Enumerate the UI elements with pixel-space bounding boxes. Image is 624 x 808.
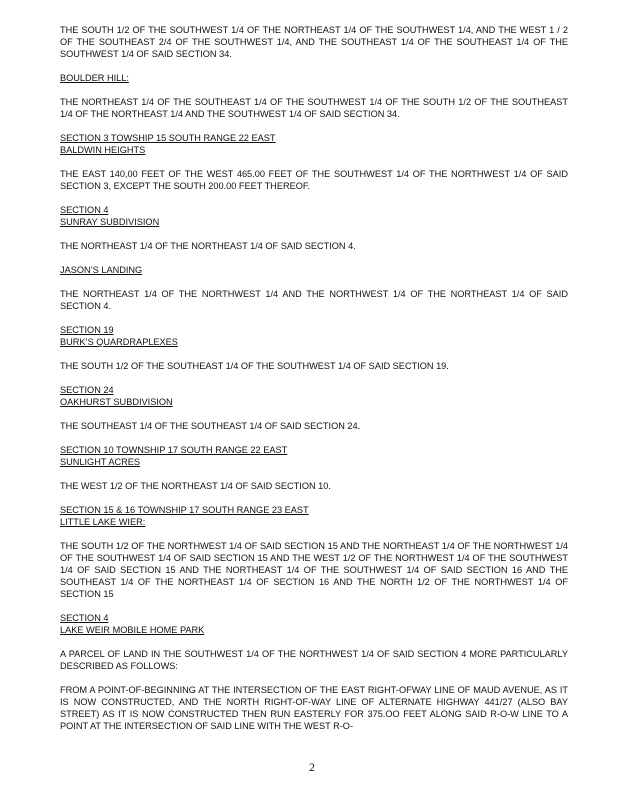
heading-little-lake-wier: LITTLE LAKE WIER: xyxy=(60,517,146,527)
paragraph-lake-weir-parcel: A PARCEL OF LAND IN THE SOUTHWEST 1/4 OF THE NORTHWEST 1/4 OF SAID SECTION 4 MORE PARTICULARLY DESCRIBED AS FOLLOWS: xyxy=(60,649,568,671)
document-body xyxy=(60,24,568,744)
heading-section-24-title: SECTION 24 xyxy=(60,385,114,395)
heading-section-3 xyxy=(60,132,568,156)
paragraph-sunlight-acres: THE WEST 1/2 OF THE NORTHEAST 1/4 OF SAID SECTION 10. xyxy=(60,481,331,491)
paragraph-baldwin-heights: THE EAST 140,00 FEET OF THE WEST 465.00 FEET OF THE SOUTHWEST 1/4 OF THE NORTHWEST 1/4 OF SAID SECTION 3, EXCEPT THE SOUTH 200.00 FEET THEREOF. xyxy=(60,169,568,191)
paragraph-oakhurst: THE SOUTHEAST 1/4 OF THE SOUTHEAST 1/4 OF SAID SECTION 24. xyxy=(60,421,361,431)
paragraph-point-of-beginning: FROM A POINT-OF-BEGINNING AT THE INTERSECTION OF THE EAST RIGHT-OFWAY LINE OF MAUD AVENUE, AS IT IS NOW CONSTRUCTED, AND THE NORTH RIGHT-OF-WAY LINE OF ALTERNATE HIGHWAY 441/27 (ALSO BAY STREET) AS IT IS NOW CONSTRUCTED THEN RUN EASTERLY FOR 375.OO FEET ALONG SAID R-O-W LINE TO A POINT AT THE INTERSECTION OF SAID LINE WITH THE WEST R-O- xyxy=(60,685,568,731)
heading-section-15-16 xyxy=(60,504,568,528)
paragraph-jasons-landing: THE NORTHEAST 1/4 OF THE NORTHWEST 1/4 AND THE NORTHWEST 1/4 OF THE NORTHEAST 1/4 OF SAID SECTION 4. xyxy=(60,289,568,311)
heading-baldwin-heights: BALDWIN HEIGHTS xyxy=(60,145,146,155)
paragraph-sunray: THE NORTHEAST 1/4 OF THE NORTHEAST 1/4 OF SAID SECTION 4. xyxy=(60,241,356,251)
heading-oakhurst: OAKHURST SUBDIVISION xyxy=(60,397,173,407)
heading-boulder-hill-title: BOULDER HILL: xyxy=(60,73,129,83)
paragraph-little-lake-wier: THE SOUTH 1/2 OF THE NORTHWEST 1/4 OF SAID SECTION 15 AND THE NORTHEAST 1/4 OF THE NORTHWEST 1/4 OF THE SOUTHWEST 1/4 OF SAID SECTION 15 AND THE WEST 1/2 OF THE NORTHWEST 1/4 OF THE SOUTHWEST 1/4 OF SAID SECTION 15 AND THE NORTHEAST 1/4 OF THE SOUTHWEST 1/4 OF SAID SECTION 16 AND THE SOUTHEAST 1/4 OF THE NORTHEAST 1/4 OF SECTION 16 AND THE NORTH 1/2 OF THE NORTHWEST 1/4 OF SECTION 15 xyxy=(60,541,568,599)
heading-sunray: SUNRAY SUBDIVISION xyxy=(60,217,160,227)
heading-sunlight-acres: SUNLIGHT ACRES xyxy=(60,457,140,467)
heading-section-15-16-title: SECTION 15 & 16 TOWNSHIP 17 SOUTH RANGE 23 EAST xyxy=(60,505,309,515)
heading-jasons-landing xyxy=(60,264,568,276)
heading-section-4a xyxy=(60,204,568,228)
page-number: 2 xyxy=(309,760,315,774)
heading-section-24 xyxy=(60,384,568,408)
heading-burks: BURK’S QUARDRAPLEXES xyxy=(60,337,178,347)
heading-section-10 xyxy=(60,444,568,468)
heading-section-10-title: SECTION 10 TOWNSHIP 17 SOUTH RANGE 22 EAST xyxy=(60,445,288,455)
heading-section-4b-title: SECTION 4 xyxy=(60,613,109,623)
heading-section-4b xyxy=(60,612,568,636)
paragraph-burks: THE SOUTH 1/2 OF THE SOUTHEAST 1/4 OF THE SOUTHWEST 1/4 OF SAID SECTION 19. xyxy=(60,361,449,371)
heading-boulder-hill xyxy=(60,72,568,84)
heading-section-4a-title: SECTION 4 xyxy=(60,205,109,215)
heading-jasons-landing-title: JASON’S LANDING xyxy=(60,265,143,275)
heading-section-19 xyxy=(60,324,568,348)
heading-section-3-title: SECTION 3 TOWSHIP 15 SOUTH RANGE 22 EAST xyxy=(60,133,276,143)
paragraph-south-half: THE SOUTH 1/2 OF THE SOUTHWEST 1/4 OF THE NORTHEAST 1/4 OF THE SOUTHWEST 1/4, AND THE WEST 1 / 2 OF THE SOUTHEAST 2/4 OF THE SOUTHWEST 1/4, AND THE SOUTHEAST 1/4 OF THE SOUTHEAST 1/4 OF THE SOUTHWEST 1/4 OF SAID SECTION 34. xyxy=(60,25,568,59)
paragraph-boulder-hill: THE NORTHEAST 1/4 OF THE SOUTHEAST 1/4 OF THE SOUTHWEST 1/4 OF THE SOUTH 1/2 OF THE SOUTHEAST 1/4 OF THE NORTHEAST 1/4 AND THE SOUTHWEST 1/4 OF SAID SECTION 34. xyxy=(60,97,568,119)
heading-section-19-title: SECTION 19 xyxy=(60,325,114,335)
heading-lake-weir-mhp: LAKE WEIR MOBILE HOME PARK xyxy=(60,625,205,635)
